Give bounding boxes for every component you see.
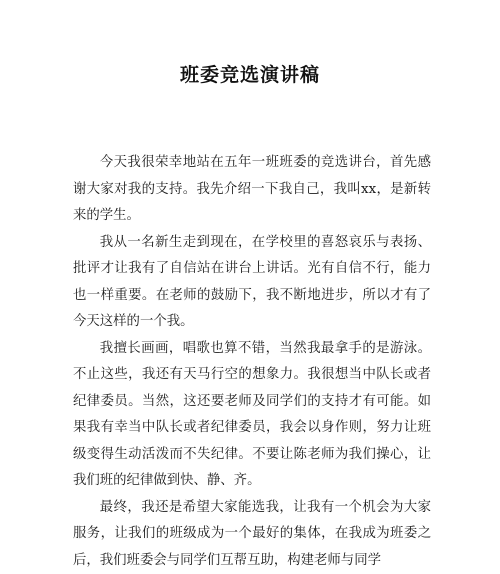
paragraph-1: 今天我很荣幸地站在五年一班班委的竞选讲台，首先感谢大家对我的支持。我先介绍一下我自己，我叫xx，是新转来的学生。: [73, 150, 431, 230]
paragraph-4: 最终，我还是希望大家能选我，让我有一个机会为大家服务，让我们的班级成为一个最好的集体，在我成为班委之后，我们班委会与同学们互帮互助，构建老师与同学: [73, 495, 431, 574]
document-title: 班委竞选演讲稿: [0, 60, 500, 87]
paragraph-3: 我擅长画画，唱歌也算不错，当然我最拿手的是游泳。不止这些，我还有天马行空的想象力。我很想当中队长或者纪律委员。当然，这还要老师及同学们的支持才有可能。如果我有幸当中队长或者纪律委员，我会以身作则，努力让班级变得生动活泼而不失纪律。不要让陈老师为我们操心，让我们班的纪律做到快、静、齐。: [73, 336, 431, 495]
document-body: [73, 150, 431, 574]
paragraph-2: 我从一名新生走到现在，在学校里的喜怒哀乐与表扬、批评才让我有了自信站在讲台上讲话。光有自信不行，能力也一样重要。在老师的鼓励下，我不断地进步，所以才有了今天这样的一个我。: [73, 230, 431, 336]
